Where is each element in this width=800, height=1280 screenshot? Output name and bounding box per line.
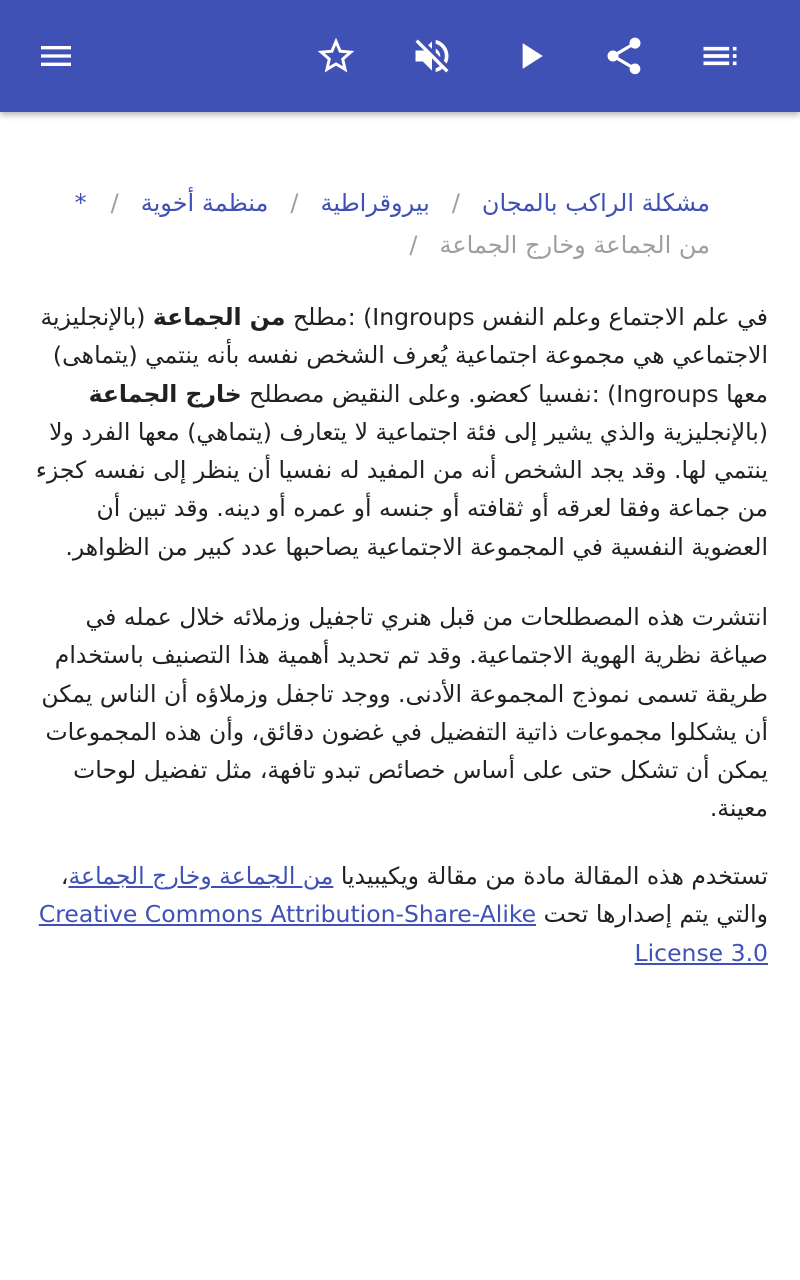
attribution-notice <box>33 857 768 972</box>
term-ingroup: من الجماعة <box>152 303 286 331</box>
attribution-text: ، والتي يتم إصدارها تحت <box>60 862 768 929</box>
term-outgroup: خارج الجماعة <box>88 379 242 408</box>
breadcrumb <box>30 182 710 266</box>
paragraph-text: :نفسيا كعضو. وعلى النقيض مصطلح <box>241 379 608 408</box>
paragraph-text: (بالإنجليزية والذي يشير إلى فئة اجتماعية لا يتعارف (يتماهي) معها الفرد ولا ينتمي لها. وقد يجد الشخص أنه من المفيد له نفسيا أن ينظر إلى نفسه كجزء من جماعة وفقا لعرقه أو ثقافته أو جنسه أو عمره أو دينه. وقد تبين أن العضوية النفسية في المجموعة الاجتماعية يصاحبها عدد كبير من الظواهر. <box>35 417 768 561</box>
share-icon <box>602 34 646 78</box>
breadcrumb-separator: / <box>110 189 119 217</box>
favorite-button[interactable] <box>306 26 366 86</box>
breadcrumb-item-bureaucracy[interactable]: بيروقراطية <box>320 189 430 217</box>
article-paragraph-1 <box>33 298 768 566</box>
app-toolbar <box>0 0 800 112</box>
breadcrumb-separator: / <box>409 231 418 259</box>
breadcrumb-separator: / <box>451 189 460 217</box>
breadcrumb-item-free-rider[interactable]: مشكلة الراكب بالمجان <box>481 189 710 217</box>
play-icon <box>508 34 552 78</box>
menu-button[interactable] <box>26 26 86 86</box>
article-paragraph-2: انتشرت هذه المصطلحات من قبل هنري تاجفيل وزملائه خلال عمله في صياغة نظرية الهوية الاجتماعية. وقد تم تحديد أهمية هذا التصنيف باستخدام طريقة تسمى نموذج المجموعة الأدنى. ووجد تاجفل وزملاؤه أن الناس يمكن أن يشكلوا مجموعات ذاتية التفضيل في غضون دقائق، وأن هذه المجموعات يمكن أن تشكل حتى على أساس خصائص تبدو تافهة، مثل تفضيل لوحات معينة. <box>41 603 768 823</box>
play-button[interactable] <box>500 26 560 86</box>
mute-button[interactable] <box>402 26 462 86</box>
source-article-link[interactable]: من الجماعة وخارج الجماعة <box>68 862 334 890</box>
paragraph-text: (بالإنجليزية الاجتماعي هي مجموعة اجتماعية يُعرف الشخص نفسه بأنه ينتمي (يتماهى) معها <box>40 303 768 408</box>
volume-off-icon <box>410 34 454 78</box>
breadcrumb-current-page: من الجماعة وخارج الجماعة <box>439 231 710 259</box>
breadcrumb-separator: / <box>290 189 299 217</box>
share-button[interactable] <box>594 26 654 86</box>
license-link[interactable]: Creative Commons Attribution-Share-Alike License 3.0 <box>38 900 768 967</box>
star-icon <box>314 34 358 78</box>
contents-button[interactable] <box>690 26 750 86</box>
attribution-text: تستخدم هذه المقالة مادة من مقالة ويكيبيديا <box>333 862 768 890</box>
paragraph-text: في علم الاجتماع وعلم النفس <box>474 303 768 331</box>
breadcrumb-star-link[interactable]: * <box>74 189 87 217</box>
breadcrumb-item-fraternity[interactable]: منظمة أخوية <box>140 189 269 217</box>
menu-icon <box>36 36 76 76</box>
paragraph-text: :مطلح <box>285 303 364 331</box>
paragraph-text: (Ingroups <box>363 303 475 331</box>
playlist-icon <box>698 34 742 78</box>
paragraph-text: (Ingroups <box>607 379 719 408</box>
